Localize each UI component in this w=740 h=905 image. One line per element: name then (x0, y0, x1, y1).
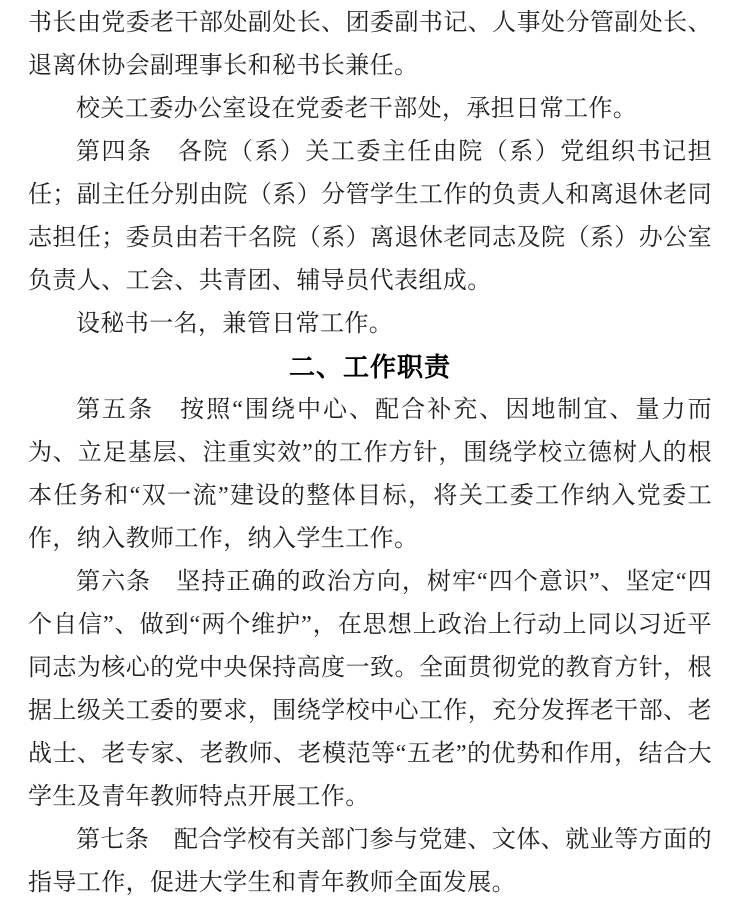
section-heading: 二、工作职责 (288, 352, 451, 382)
body-paragraph: 第四条 各院（系）关工委主任由院（系）党组织书记担任；副主任分别由院（系）分管学生工作的负责人和离退休老同志担任；委员由若干名院（系）离退休老同志及院（系）办公室负责人、工会、共青团、辅导员代表组成。 (28, 139, 712, 294)
body-paragraph: 第六条 坚持正确的政治方向，树牢“四个意识”、坚定“四个自信”、做到“两个维护”，在思想上政治上行动上同以习近平同志为核心的党中央保持高度一致。全面贯彻党的教育方针，根据上级关工委的要求，围绕学校中心工作，充分发挥老干部、老战士、老专家、老教师、老模范等“五老”的优势和作用，结合大学生及青年教师特点开展工作。 (28, 569, 712, 810)
body-paragraph: 第七条 配合学校有关部门参与党建、文体、就业等方面的指导工作，促进大学生和青年教师全面发展。 (28, 827, 712, 896)
body-paragraph: 第五条 按照“围绕中心、配合补充、因地制宜、量力而为、立足基层、注重实效”的工作方针，围绕学校立德树人的根本任务和“双一流”建设的整体目标，将关工委工作纳入党委工作，纳入教师工作，纳入学生工作。 (28, 397, 712, 552)
body-paragraph: 校关工委办公室设在党委老干部处，承担日常工作。 (76, 96, 638, 122)
body-paragraph: 书长由党委老干部处副处长、团委副书记、人事处分管副处长、退离休协会副理事长和秘书长兼任。 (28, 10, 712, 79)
body-paragraph: 设秘书一名，兼管日常工作。 (76, 311, 394, 337)
